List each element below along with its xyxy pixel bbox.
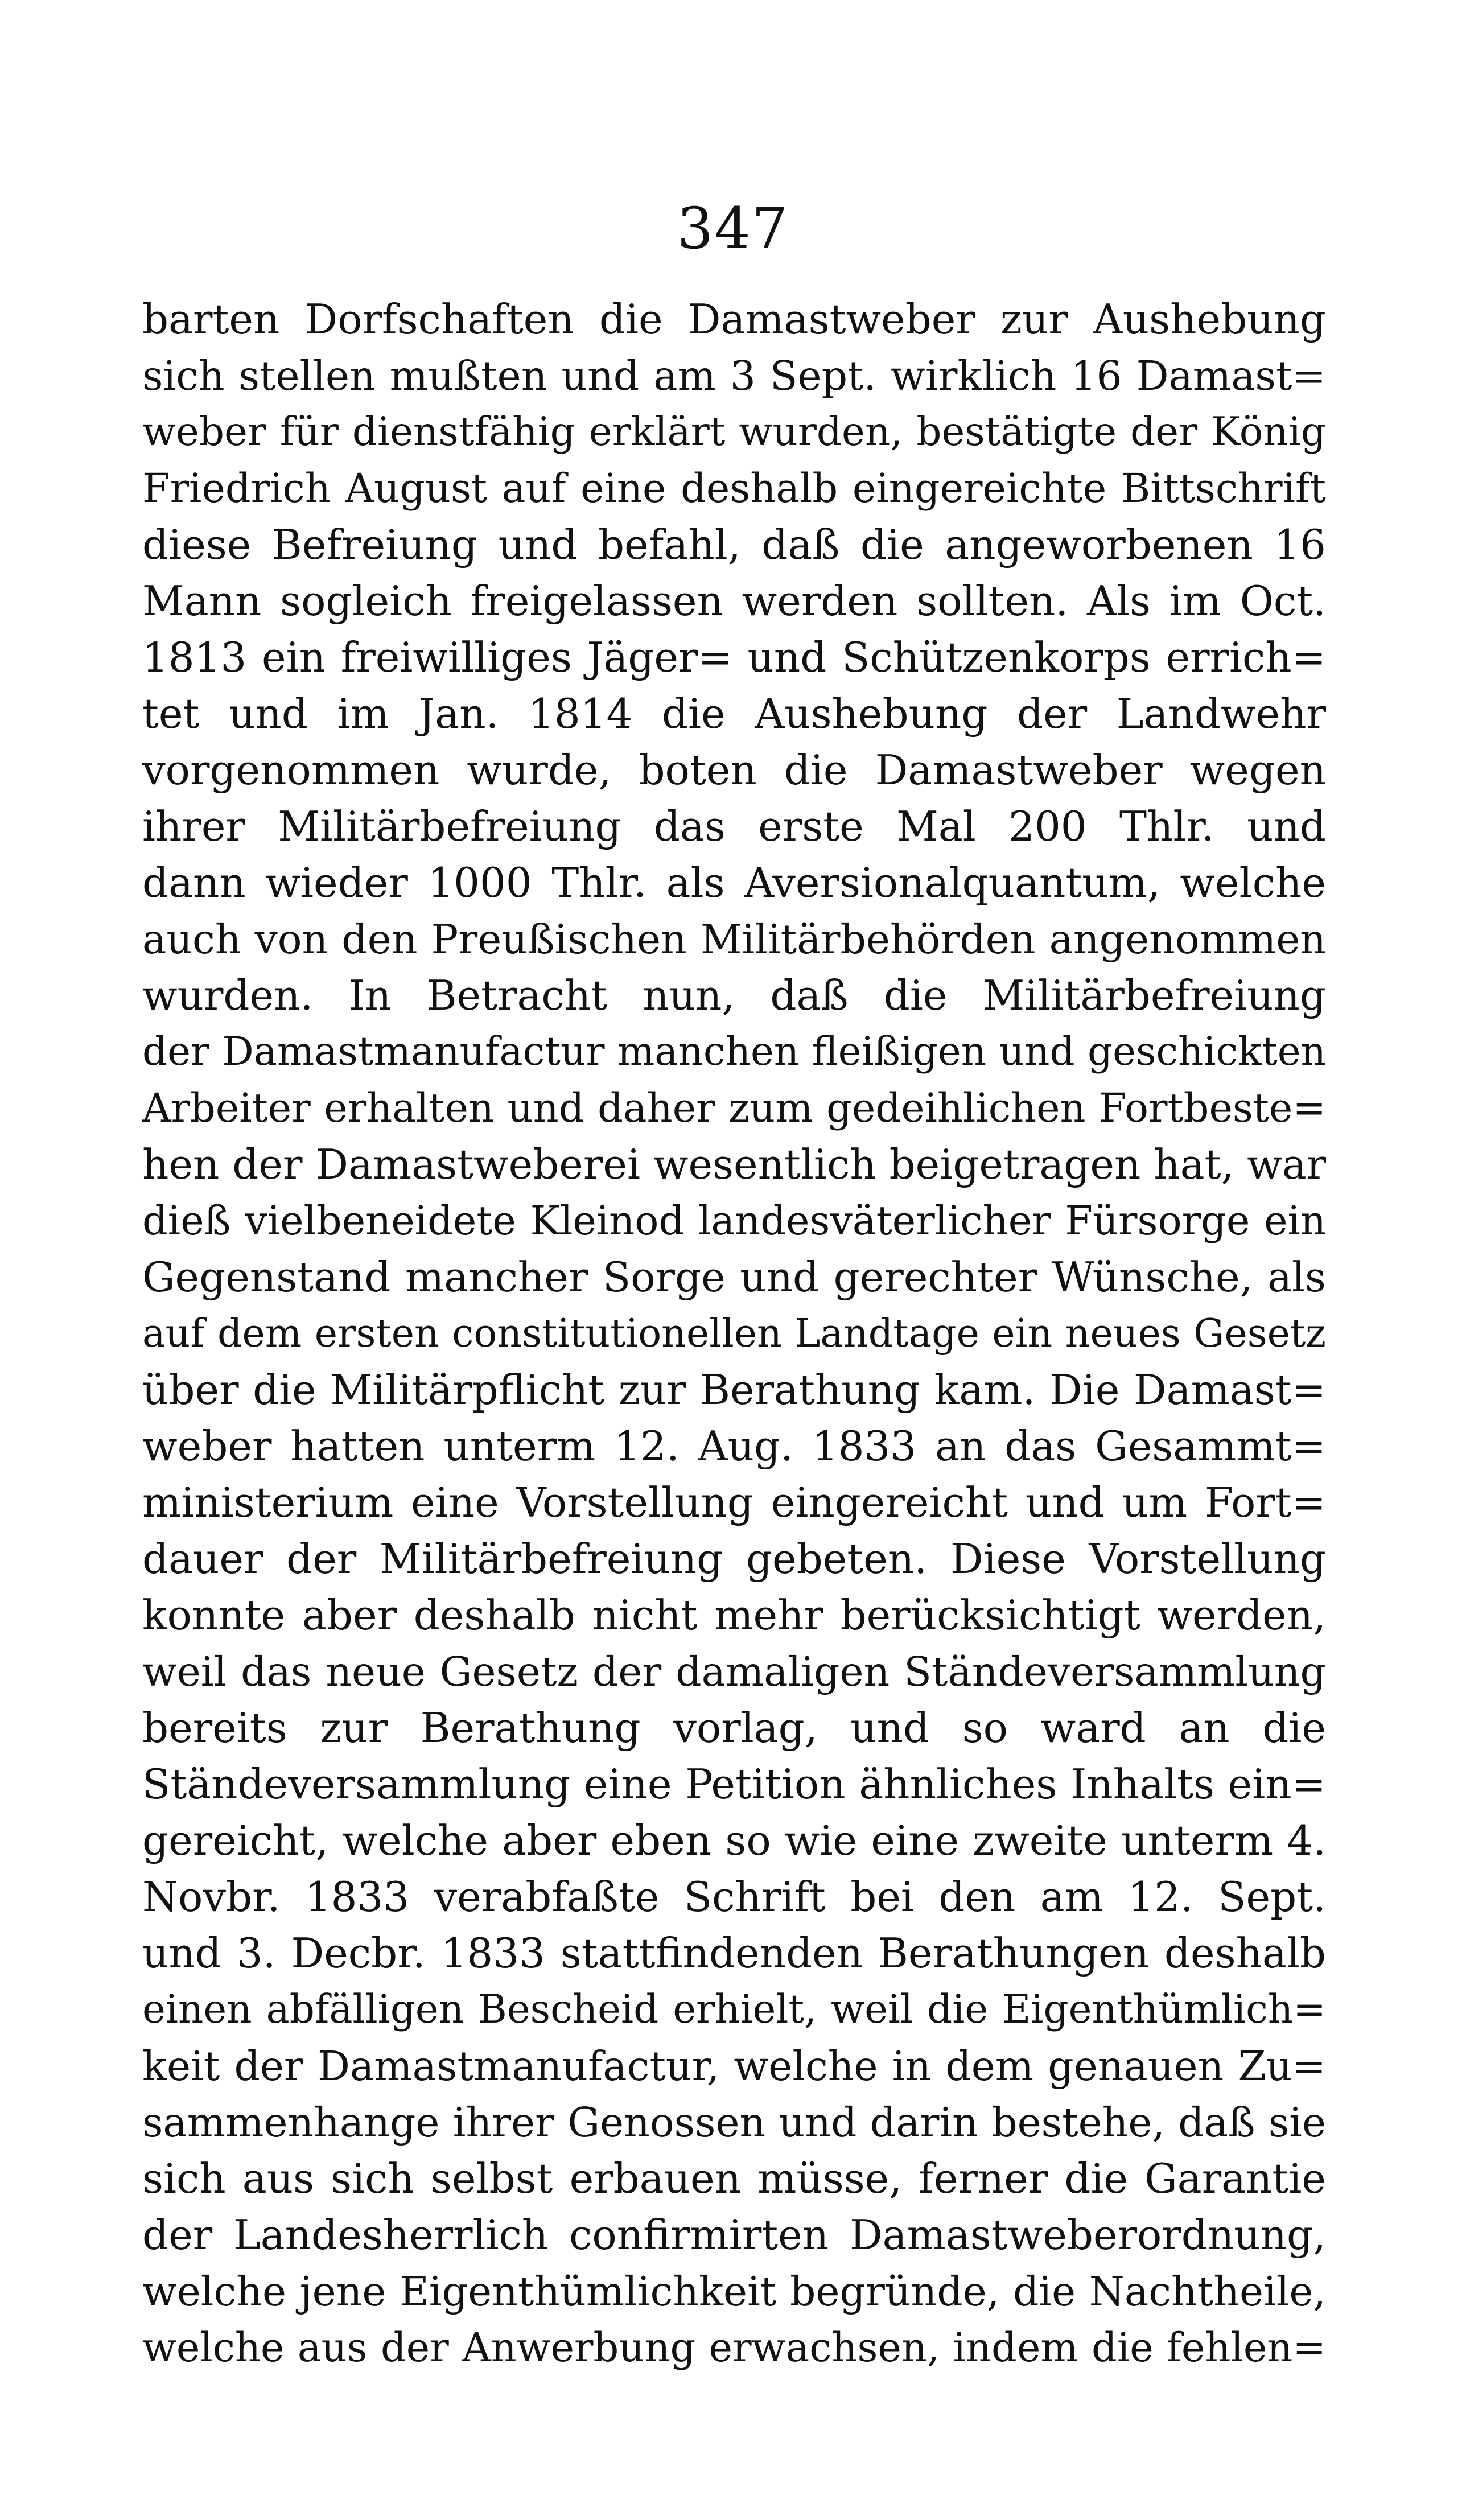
text-line: gereicht, welche aber eben so wie eine zweite unterm 4. — [142, 1817, 1326, 1864]
text-line: weil das neue Gesetz der damaligen Ständeversammlung — [142, 1648, 1326, 1695]
text-line: wurden. In Betracht nun, daß die Militärbefreiung — [142, 971, 1326, 1019]
text-line: dieß vielbeneidete Kleinod landesväterlicher Fürsorge ein — [142, 1197, 1326, 1244]
text-line: einen abfälligen Bescheid erhielt, weil die Eigenthümlich= — [142, 1987, 1326, 2032]
text-line: diese Befreiung und befahl, daß die angeworbenen 16 — [142, 521, 1326, 569]
text-line: hen der Damastweberei wesentlich beigetragen hat, war — [142, 1140, 1326, 1188]
body-text — [142, 291, 1326, 2376]
text-line: keit der Damastmanufactur, welche in dem genauen Zu= — [142, 2043, 1326, 2090]
text-line: welche aus der Anwerbung erwachsen, indem die fehlen= — [142, 2324, 1326, 2371]
text-line: Friedrich August auf eine deshalb eingereichte Bittschrift — [142, 465, 1326, 512]
text-line: sammenhange ihrer Genossen und darin bestehe, daß sie — [142, 2099, 1326, 2146]
text-line: ministerium eine Vorstellung eingereicht und um Fort= — [142, 1479, 1326, 1526]
text-line: Mann sogleich freigelassen werden sollten. Als im Oct. — [142, 577, 1326, 625]
text-line: und 3. Decbr. 1833 stattfindenden Berathungen deshalb — [142, 1929, 1326, 1977]
text-line: tet und im Jan. 1814 die Aushebung der Landwehr — [142, 690, 1326, 738]
text-line: auf dem ersten constitutionellen Landtage ein neues Gesetz — [142, 1311, 1326, 1356]
text-line: ihrer Militärbefreiung das erste Mal 200 Thlr. und — [142, 802, 1326, 850]
page-number: 347 — [677, 195, 789, 262]
text-line: der Landesherrlich confirmirten Damastweberordnung, — [142, 2211, 1326, 2259]
text-line: Arbeiter erhalten und daher zum gedeihlichen Fortbeste= — [142, 1085, 1326, 1131]
text-line: Gegenstand mancher Sorge und gerechter Wünsche, als — [142, 1253, 1326, 1301]
text-line: bereits zur Berathung vorlag, und so ward an die — [142, 1704, 1326, 1752]
text-line: weber für dienstfähig erklärt wurden, bestätigte der König — [142, 409, 1326, 455]
text-line: auch von den Preußischen Militärbehörden angenommen — [142, 916, 1326, 963]
text-line: Novbr. 1833 verabfaßte Schrift bei den am 12. Sept. — [142, 1873, 1326, 1921]
text-line: dann wieder 1000 Thlr. als Aversionalquantum, welche — [142, 859, 1326, 907]
text-line: welche jene Eigenthümlichkeit begründe, die Nachtheile, — [142, 2268, 1326, 2315]
text-line: barten Dorfschaften die Damastweber zur Aushebung — [142, 295, 1326, 343]
text-line: 1813 ein freiwilliges Jäger= und Schützenkorps errich= — [142, 633, 1326, 681]
text-line: dauer der Militärbefreiung gebeten. Diese Vorstellung — [142, 1535, 1326, 1583]
text-line: weber hatten unterm 12. Aug. 1833 an das Gesammt= — [142, 1422, 1326, 1470]
text-line: über die Militärpflicht zur Berathung kam. Die Damast= — [142, 1366, 1326, 1414]
text-line: sich stellen mußten und am 3 Sept. wirklich 16 Damast= — [142, 352, 1326, 400]
text-line: konnte aber deshalb nicht mehr berücksichtigt werden, — [142, 1591, 1326, 1639]
text-line: sich aus sich selbst erbauen müsse, ferner die Garantie — [142, 2155, 1326, 2202]
text-line: der Damastmanufactur manchen fleißigen und geschickten — [142, 1029, 1326, 1074]
text-line: Ständeversammlung eine Petition ähnliches Inhalts ein= — [142, 1760, 1326, 1808]
text-line: vorgenommen wurde, boten die Damastweber wegen — [142, 746, 1326, 794]
